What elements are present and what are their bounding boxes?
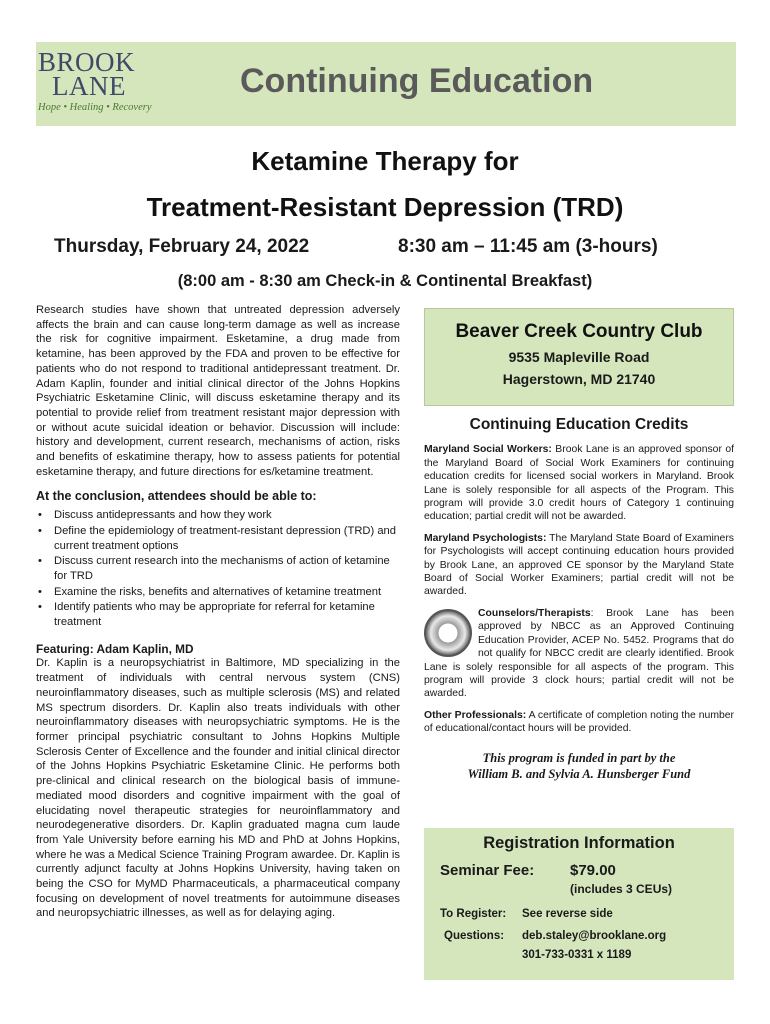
venue-name: Beaver Creek Country Club <box>455 321 703 342</box>
fee-note: (includes 3 CEUs) <box>570 882 673 896</box>
registration-box <box>424 828 734 980</box>
speaker-heading: Featuring: Adam Kaplin, MD <box>36 641 194 656</box>
contact-email[interactable]: deb.staley@brooklane.org <box>522 930 667 942</box>
credit-counselors <box>424 607 734 701</box>
list-item: • Identify patients who may be appropriate for referral for ketamine treatment <box>36 600 400 629</box>
fee-label: Seminar Fee: <box>440 862 535 879</box>
venue-box <box>424 308 734 406</box>
checkin-note: (8:00 am - 8:30 am Check-in & Continental Breakfast) <box>177 272 593 290</box>
event-title-line-2: Treatment-Resistant Depression (TRD) <box>146 192 624 222</box>
nbcc-seal-icon <box>424 609 472 657</box>
logo-line-2: LANE <box>52 71 126 101</box>
event-title-line-1: Ketamine Therapy for <box>251 146 519 176</box>
fee-value: $79.00 <box>570 862 616 879</box>
event-date: Thursday, February 24, 2022 <box>54 236 310 257</box>
credit-other <box>424 709 734 736</box>
credit-label: Counselors/Therapists <box>478 607 591 619</box>
credit-label: Other Professionals: <box>424 709 527 721</box>
program-description: Research studies have shown that untreated depression adversely affects the brain and can cause long-term damage as well as increase the risk for cognitive impairment. Esketamine, a drug made from ketamine, has been approved by the FDA and proven to be effective for patients who do not respond to traditional antidepressant treatment. Dr. Adam Kaplin, founder and initial clinical director of the Johns Hopkins Psychiatric Esketamine Clinic, will discuss esketamine therapy and its potential to provide relief from treatment resistant major depression with or without acute suicidal ideation or behavior. Discussion will include: history and development, current research, mechanisms of action, risks and benefits of eskatimine therapy, how to assess patients for potential esketamine therapy, and future directions for es/ketamine treatment. <box>36 304 400 478</box>
venue-address: 9535 Mapleville Road <box>508 349 650 365</box>
questions-label: Questions: <box>444 930 505 942</box>
credit-label: Maryland Social Workers: <box>424 444 552 456</box>
list-item: • Discuss current research into the mechanisms of action of ketamine for TRD <box>36 554 400 583</box>
credit-text: Brook Lane is an approved sponsor of the Maryland Board of Social Work Examiners for continuing education credits for licensed social workers in Maryland. Brook Lane is solely responsible for all aspects of the Program. This program will provide 3.0 credit hours of Category 1 continuing education; partial credit will not be awarded. <box>424 444 734 523</box>
speaker-bio: Dr. Kaplin is a neuropsychiatrist in Baltimore, MD specializing in the treatment of individuals with central nervous system (CNS) neuroinflammatory diseases, such as multiple sclerosis (MS) and related MS spectrum disorders. Dr. Kaplin also treats individuals with other neuroinflammatory diseases with neuropsychiatric symptoms. He is the former principal psychiatric consultant to Johns Hopkins Multiple Sclerosis Center of Excellence and the founder and initial clinical director of the Johns Hopkins Psychiatric Esketamine Clinic. He performs both pre-clinical and clinical research on the biological basis of immune-mediated mood disorders and cognitive impairment with the goal of elucidating novel therapeutic strategies for neuroinflammatory and neurodegenerative disorders. Dr. Kaplin graduated magna cum laude from Yale University before earning his MD and PhD at Johns Hopkins, where he was a Medical Science Training Program awardee. Dr. Kaplin is currently adjunct faculty at Johns Hopkins University, having taken on being the CSO for MyMD Pharmaceuticals, a pharmaceutical company focusing on development of novel treatments for autoimmune diseases and neuropsychiatric illnesses, as well as for delaying aging. <box>36 657 400 920</box>
credit-text: The Maryland State Board of Examiners for Psychologists will accept continuing education hours provided by Brook Lane, an approved CE sponsor by the Maryland State Board of Social Worker Examiners; partial credit will not be awarded. <box>424 532 734 598</box>
event-time: 8:30 am – 11:45 am (3-hours) <box>398 236 658 257</box>
contact-phone[interactable]: 301-733-0331 x 1189 <box>522 949 632 961</box>
list-item: • Examine the risks, benefits and alternatives of ketamine treatment <box>36 585 400 600</box>
logo-line-1: BROOK <box>38 47 136 77</box>
credit-social-workers <box>424 443 734 523</box>
header-title: Continuing Education <box>240 62 594 100</box>
brook-lane-logo <box>38 47 156 124</box>
credit-label: Maryland Psychologists: <box>424 532 547 544</box>
list-item: • Discuss antidepressants and how they work <box>36 508 400 523</box>
credits-heading: Continuing Education Credits <box>469 416 689 433</box>
credit-text: : Brook Lane has been approved by NBCC as an Approved Continuing Education Provider, ACEP No. 5452. Programs that do not qualify for NBCC credit are clearly identified. Brook Lane is solely responsible for all aspects of the program. This program will provide 3 clock hours; partial credit will not be awarded. <box>424 607 734 700</box>
registration-heading: Registration Information <box>483 834 675 852</box>
objectives-heading: At the conclusion, attendees should be able to: <box>36 489 317 504</box>
funding-line-2: William B. and Sylvia A. Hunsberger Fund <box>467 766 691 781</box>
objectives-list <box>36 508 400 630</box>
funding-note <box>424 750 734 782</box>
funding-line-1: This program is funded in part by the <box>482 750 676 765</box>
venue-city: Hagerstown, MD 21740 <box>502 371 656 387</box>
credit-text: A certificate of completion noting the number of educational/contact hours will be provided. <box>424 709 734 735</box>
register-label: To Register: <box>440 908 507 920</box>
logo-tagline: Hope • Healing • Recovery <box>38 102 152 113</box>
credit-psychologists <box>424 532 734 599</box>
list-item: • Define the epidemiology of treatment-resistant depression (TRD) and current treatment options <box>36 524 400 553</box>
right-column <box>424 418 734 782</box>
register-value: See reverse side <box>522 908 613 920</box>
left-column <box>36 303 400 921</box>
